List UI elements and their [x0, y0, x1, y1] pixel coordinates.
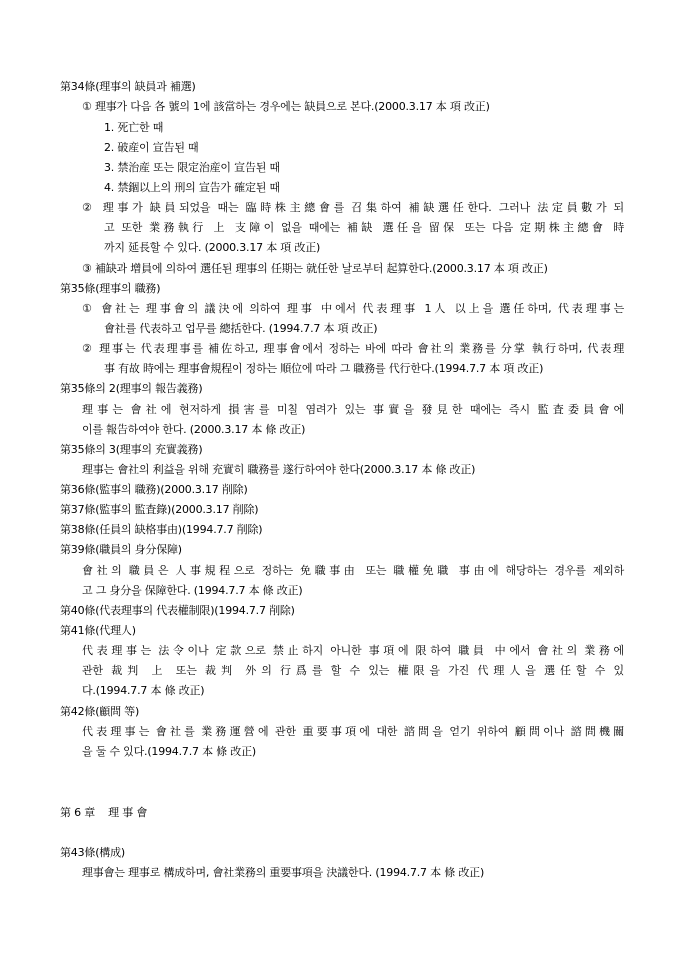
article-39-heading: 第39條(職員의 身分保障): [60, 543, 182, 556]
article-34-clause-1: ① 理事가 다음 各 號의 1에 該當하는 경우에는 缺員으로 본다.(2000.3.17 本 項 改正): [82, 100, 490, 113]
article-34-clause-3: ③ 補缺과 增員에 의하여 選任된 理事의 任期는 就任한 날로부터 起算한다.(2000.3.17 本 項 改正): [82, 262, 548, 275]
article-37-heading: 第37條(監事의 監査錄)(2000.3.17 削除): [60, 503, 259, 516]
article-39-body-line-1: 會社의 職員은 人事規程으로 정하는 免職事由 또는 職權免職 事由에 해당하는 경우를 제외하: [82, 564, 624, 577]
article-39-body-line-2: 고 그 身分을 保障한다. (1994.7.7 本 條 改正): [82, 584, 303, 597]
article-41-body-line-2: 관한 裁判 上 또는 裁判 外의 行爲를 할 수 있는 權限을 가진 代理人을 選任할 수 있: [82, 664, 624, 677]
article-35-heading: 第35條(理事의 職務): [60, 282, 161, 295]
article-42-body-line-1: 代表理事는 會社를 業務運營에 관한 重要事項에 대한 諮問을 얻기 위하여 顧問이나 諮問機關: [82, 725, 624, 738]
article-34-item-3: 3. 禁治産 또는 限定治産이 宣告된 때: [104, 161, 280, 174]
article-34-clause-2-line-1: ② 理事가 缺員되었을 때는 臨時株主總會를 召集하여 補缺選任한다. 그러나 法定員數가 되: [82, 201, 624, 214]
article-42-heading: 第42條(顧問 等): [60, 705, 140, 718]
article-41-body-line-1: 代表理事는 法令이나 定款으로 禁止하지 아니한 事項에 限하여 職員 中에서 會社의 業務에: [82, 644, 624, 657]
article-40-heading: 第40條(代表理事의 代表權制限)(1994.7.7 削除): [60, 604, 295, 617]
article-34-clause-2-line-2: 고 또한 業務執行 上 支障이 없을 때에는 補缺 選任을 留保 또는 다음 定期株主總會 時: [104, 221, 624, 234]
article-34-item-1: 1. 死亡한 때: [104, 121, 164, 134]
article-35-3-heading: 第35條의 3(理事의 充實義務): [60, 443, 203, 456]
article-35-2-body-line-2: 이를 報告하여야 한다. (2000.3.17 本 條 改正): [82, 423, 306, 436]
article-36-heading: 第36條(監事의 職務)(2000.3.17 削除): [60, 483, 248, 496]
article-35-2-heading: 第35條의 2(理事의 報告義務): [60, 382, 203, 395]
article-41-body-line-3: 다.(1994.7.7 本 條 改正): [82, 684, 205, 697]
article-35-clause-1-line-1: ① 會社는 理事會의 議決에 의하여 理事 中에서 代表理事 1人 以上을 選任하며, 代表理事는: [82, 302, 624, 315]
article-43-body: 理事會는 理事로 構成하며, 會社業務의 重要事項을 決議한다. (1994.7.7 本 條 改正): [82, 866, 485, 879]
chapter-6-title: 第 6 章 理 事 會: [60, 806, 148, 819]
article-42-body-line-2: 을 둘 수 있다.(1994.7.7 本 條 改正): [82, 745, 256, 758]
article-35-clause-1-line-2: 會社를 代表하고 업무를 總括한다. (1994.7.7 本 項 改正): [104, 322, 378, 335]
article-34-item-2: 2. 破産이 宣告된 때: [104, 141, 199, 154]
article-35-clause-2-line-1: ② 理事는 代表理事를 補佐하고, 理事會에서 정하는 바에 따라 會社의 業務를 分掌 執行하며, 代表理: [82, 342, 624, 355]
article-34-heading: 第34條(理事의 缺員과 補選): [60, 80, 196, 93]
article-35-3-body: 理事는 會社의 利益을 위해 充實히 職務를 遂行하여야 한다(2000.3.17 本 條 改正): [82, 463, 476, 476]
article-41-heading: 第41條(代理人): [60, 624, 136, 637]
article-34-item-4: 4. 禁錮以上의 刑의 宣告가 確定된 때: [104, 181, 280, 194]
article-34-clause-2-line-3: 까지 延長할 수 있다. (2000.3.17 本 項 改正): [104, 241, 321, 254]
article-35-2-body-line-1: 理事는 會社에 현저하게 損害를 미칠 염려가 있는 事實을 發見한 때에는 즉시 監査委員會에: [82, 403, 624, 416]
article-35-clause-2-line-2: 事 有故 時에는 理事會規程이 정하는 順位에 따라 그 職務를 代行한다.(1994.7.7 本 項 改正): [104, 362, 544, 375]
article-43-heading: 第43條(構成): [60, 846, 125, 859]
article-38-heading: 第38條(任員의 缺格事由)(1994.7.7 削除): [60, 523, 263, 536]
